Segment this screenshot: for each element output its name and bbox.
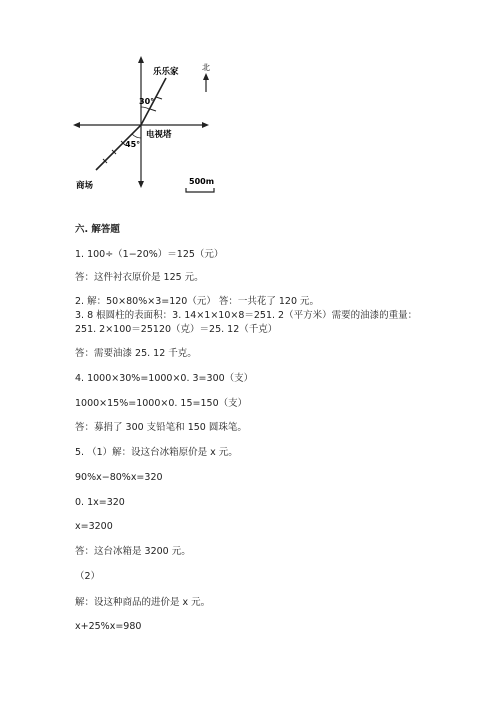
text-line: 1000×15%=1000×0. 15=150（支） xyxy=(75,398,248,409)
text-line: x+25%x=980 xyxy=(75,621,142,632)
text-line: 答：这件衬衣原价是 125 元。 xyxy=(75,272,204,283)
text-line: 2. 解：50×80%×3=120（元） 答：一共花了 120 元。 xyxy=(75,296,320,307)
tick-mark xyxy=(156,97,162,99)
label-tv-tower: 电视塔 xyxy=(146,130,172,140)
text-line: 5. （1）解：设这台冰箱原价是 x 元。 xyxy=(75,447,238,458)
angle-arc-45 xyxy=(132,134,141,138)
right-arrow-head xyxy=(202,122,209,128)
label-north: 北 xyxy=(202,63,210,72)
tick-mark xyxy=(150,109,156,111)
top-arrow-head xyxy=(138,56,144,63)
text-line: 3. 8 根圆柱的表面积：3. 14×1×10×8＝251. 2（平方米）需要的油漆的重量： xyxy=(75,310,418,321)
label-angle-45: 45° xyxy=(125,140,141,149)
scale-bar xyxy=(186,188,214,192)
text-line: 答：募捐了 300 支铅笔和 150 圆珠笔。 xyxy=(75,422,247,433)
label-mall: 商场 xyxy=(76,181,94,191)
label-angle-30: 30° xyxy=(139,97,155,106)
text-line: 251. 2×100＝25120（克）＝25. 12（千克） xyxy=(75,324,278,335)
north-arrow-head xyxy=(203,73,209,80)
text-line: x=3200 xyxy=(75,521,113,532)
bottom-arrow-head xyxy=(138,181,144,188)
text-line: 解：设这种商品的进价是 x 元。 xyxy=(75,597,211,608)
label-lelejia: 乐乐家 xyxy=(153,67,179,77)
text-line: 1. 100÷（1−20%）＝125（元） xyxy=(75,249,224,260)
direction-diagram xyxy=(0,0,500,205)
text-line: 90%x−80%x=320 xyxy=(75,472,163,483)
angle-arc-30 xyxy=(141,107,149,109)
text-line: 答：这台冰箱是 3200 元。 xyxy=(75,546,191,557)
left-arrow-head xyxy=(73,122,80,128)
label-scale: 500m xyxy=(189,177,215,186)
text-line: 4. 1000×30%=1000×0. 3=300（支） xyxy=(75,373,254,384)
text-line: 答：需要油漆 25. 12 千克。 xyxy=(75,348,197,359)
section-title: 六. 解答题 xyxy=(75,224,120,235)
text-line: （2） xyxy=(75,571,101,582)
text-line: 0. 1x=320 xyxy=(75,497,125,508)
